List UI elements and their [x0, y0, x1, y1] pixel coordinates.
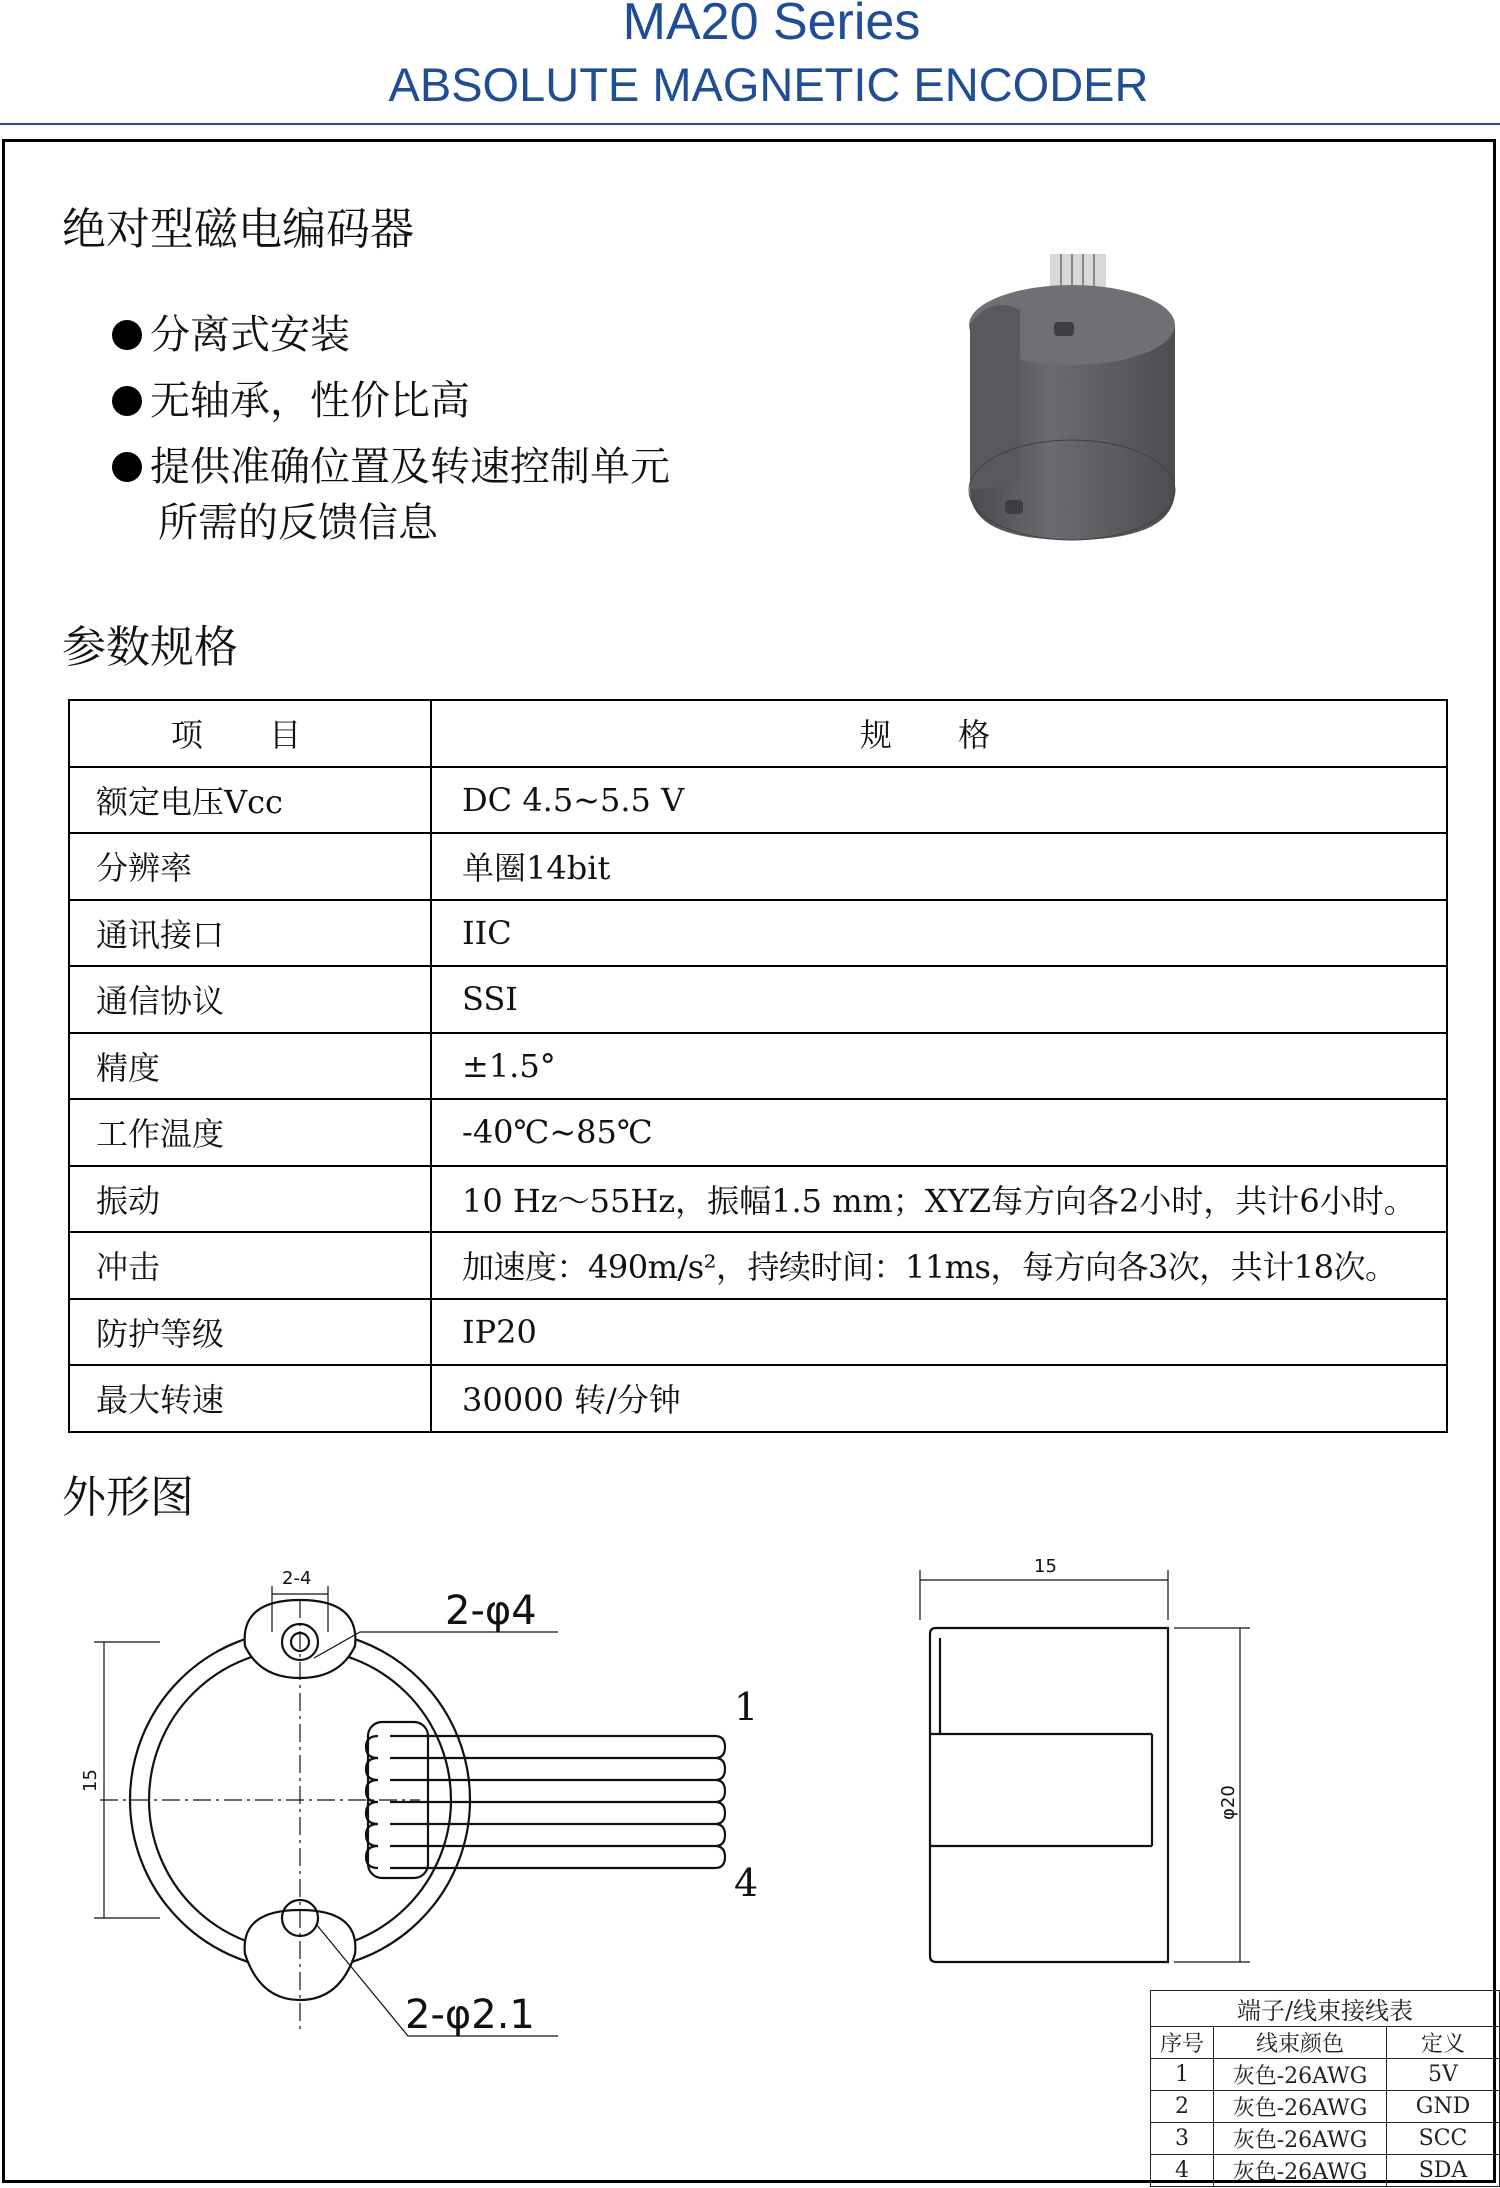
spec-item: 最大转速	[69, 1365, 431, 1432]
table-row	[69, 1299, 1447, 1366]
series-subtitle: ABSOLUTE MAGNETIC ENCODER	[388, 58, 1149, 111]
spec-item: 精度	[69, 1033, 431, 1100]
pin-last-label: 4	[734, 1861, 759, 1905]
table-row	[69, 767, 1447, 834]
spec-item: 冲击	[69, 1232, 431, 1299]
product-photo	[950, 240, 1220, 550]
spec-item: 额定电压Vcc	[69, 767, 431, 834]
table-row	[69, 1232, 1447, 1299]
spec-item: 工作温度	[69, 1099, 431, 1166]
column-header: 定义	[1387, 2027, 1500, 2059]
pinout-table	[1150, 1990, 1500, 2187]
table-row: 4 灰色-26AWG SDA	[1151, 2155, 1500, 2187]
spec-table-header	[69, 700, 1447, 767]
specs-title: 参数规格	[62, 622, 238, 673]
spec-value: SSI	[431, 966, 1447, 1033]
spec-value: -40℃~85℃	[431, 1099, 1447, 1166]
feature-bullet: 分离式安装	[112, 307, 350, 363]
table-row	[69, 1365, 1447, 1432]
spec-value: IP20	[431, 1299, 1447, 1366]
spec-value: 加速度：490m/s²，持续时间：11ms，每方向各3次，共计18次。	[431, 1232, 1447, 1299]
feature-bullet: 提供准确位置及转速控制单元 所需的反馈信息	[112, 439, 670, 551]
pin-first-label: 1	[734, 1685, 759, 1729]
table-row: 1 灰色-26AWG 5V	[1151, 2059, 1500, 2091]
table-row: 2 灰色-26AWG GND	[1151, 2091, 1500, 2123]
spec-value: ±1.5°	[431, 1033, 1447, 1100]
table-row	[69, 900, 1447, 967]
height-dimension: 15	[80, 1769, 101, 1792]
spec-value: 30000 转/分钟	[431, 1365, 1447, 1432]
spec-item: 分辨率	[69, 833, 431, 900]
column-header-spec: 规 格	[431, 700, 1447, 767]
bullet-dot-icon	[112, 320, 142, 350]
hole-bottom-dimension: 2-φ2.1	[405, 1992, 535, 2038]
table-row	[69, 1033, 1447, 1100]
column-header: 序号	[1151, 2027, 1214, 2059]
spec-value: 单圈14bit	[431, 833, 1447, 900]
bullet-dot-icon	[112, 452, 142, 482]
diameter-dimension: φ20	[1218, 1785, 1239, 1820]
feature-bullet: 无轴承，性价比高	[112, 373, 470, 429]
bullet-dot-icon	[112, 386, 142, 416]
spec-value: IIC	[431, 900, 1447, 967]
spec-item: 通信协议	[69, 966, 431, 1033]
header-divider	[0, 123, 1500, 125]
column-header: 线束颜色	[1214, 2027, 1387, 2059]
table-row	[69, 966, 1447, 1033]
front-view-drawing	[60, 1560, 780, 2060]
series-title: MA20 Series	[622, 0, 921, 51]
spec-value: DC 4.5~5.5 V	[431, 767, 1447, 834]
column-header-item: 项 目	[69, 700, 431, 767]
side-width-dimension: 15	[1034, 1556, 1057, 1577]
spec-table	[68, 699, 1448, 1433]
spec-item: 振动	[69, 1166, 431, 1233]
table-row	[69, 833, 1447, 900]
slot-dimension: 2-4	[282, 1568, 312, 1589]
hole-top-dimension: 2-φ4	[445, 1588, 537, 1634]
spec-item: 通讯接口	[69, 900, 431, 967]
pinout-caption: 端子/线束接线表	[1151, 1991, 1500, 2027]
table-row	[69, 1099, 1447, 1166]
outline-title: 外形图	[62, 1472, 194, 1523]
table-row	[69, 1166, 1447, 1233]
side-view-drawing	[900, 1540, 1280, 1970]
table-row: 3 灰色-26AWG SCC	[1151, 2123, 1500, 2155]
spec-item: 防护等级	[69, 1299, 431, 1366]
product-type-title: 绝对型磁电编码器	[62, 204, 414, 255]
spec-value: 10 Hz～55Hz，振幅1.5 mm；XYZ每方向各2小时，共计6小时。	[431, 1166, 1447, 1233]
